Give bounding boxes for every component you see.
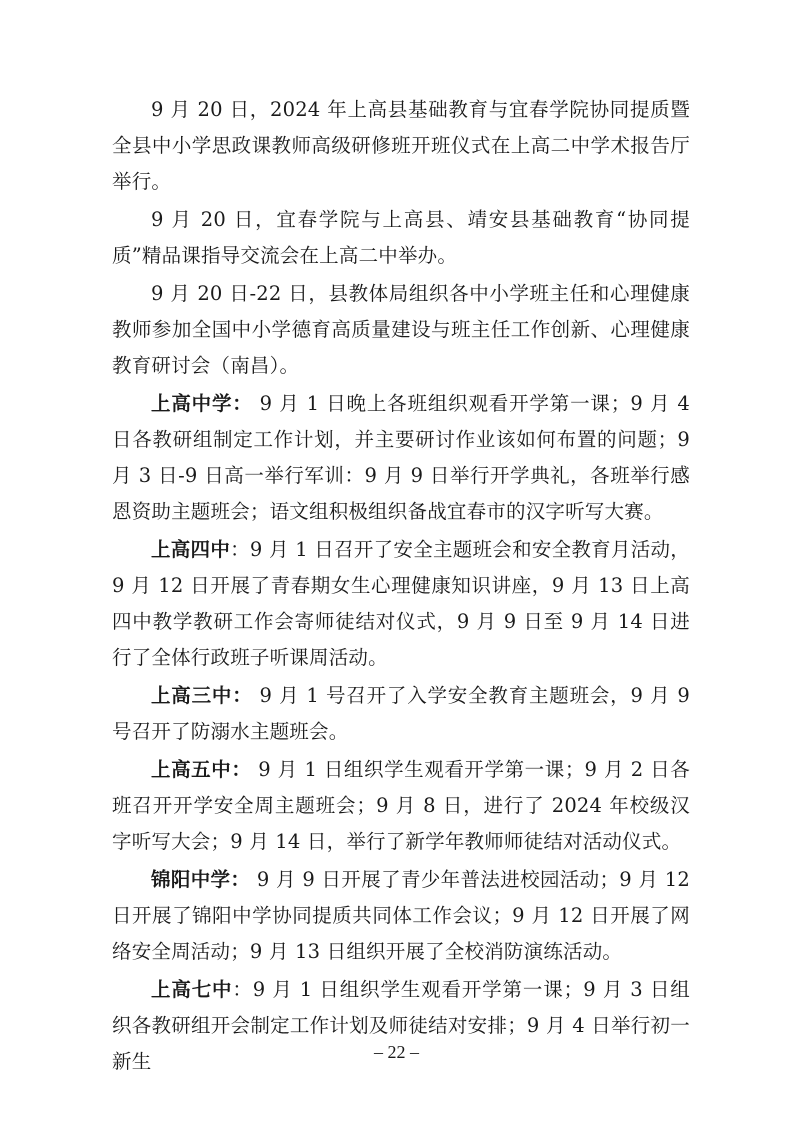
paragraph-text: 9 月 1 日组织学生观看开学第一课；9 月 2 日各班召开开学安全周主题班会；9 月 8 日，进行了 2024 年校级汉字听写大会；9 月 14 日，举行了新学年教师师徒结对活动仪式。: [112, 758, 690, 853]
paragraph-text: 9 月 1 号召开了入学安全教育主题班会，9 月 9 号召开了防溺水主题班会。: [112, 684, 690, 743]
school-name: 上高三中：: [151, 684, 253, 707]
paragraph-text: ：9 月 1 日组织学生观看开学第一课；9 月 3 日组织各教研组开会制定工作计划及师徒结对安排；9 月 4 日举行初一新生: [112, 978, 690, 1073]
paragraph-shanggao-3: [112, 678, 690, 750]
paragraph-shanggao-5: [112, 752, 690, 860]
paragraph-text: 9 月 20 日，宜春学院与上高县、靖安县基础教育“协同提质”精品课指导交流会在上高二中举办。: [112, 208, 690, 267]
paragraph-text: 9 月 1 日晚上各班组织观看开学第一课；9 月 4 日各教研组制定工作计划，并主要研讨作业该如何布置的问题；9 月 3 日-9 日高一举行军训：9 月 9 日举行开学典礼，各班举行感恩资助主题班会；语文组积极组织备战宜春市的汉字听写大赛。: [112, 392, 690, 523]
paragraph-text: ：9 月 1 日召开了安全主题班会和安全教育月活动，9 月 12 日开展了青春期女生心理健康知识讲座，9 月 13 日上高四中教学教研工作会寄师徒结对仪式，9 月 9 日至 9 月 14 日进行了全体行政班子听课周活动。: [112, 538, 690, 669]
paragraph-shanggao-middle: [112, 386, 690, 530]
paragraph-text: 9 月 20 日，2024 年上高县基础教育与宜春学院协同提质暨全县中小学思政课教师高级研修班开班仪式在上高二中学术报告厅举行。: [112, 98, 690, 193]
document-body: [112, 92, 690, 1082]
school-name: 上高七中: [151, 978, 233, 1001]
paragraph-1: [112, 92, 690, 200]
school-name: 锦阳中学：: [151, 868, 251, 891]
paragraph-shanggao-7: [112, 972, 690, 1080]
paragraph-text: 9 月 9 日开展了青少年普法进校园活动；9 月 12 日开展了锦阳中学协同提质共同体工作会议；9 月 12 日开展了网络安全周活动；9 月 13 日组织开展了全校消防演练活动。: [112, 868, 690, 963]
paragraph-jinyang: [112, 862, 690, 970]
paragraph-shanggao-4: [112, 532, 690, 676]
school-name: 上高四中: [151, 538, 231, 561]
school-name: 上高中学：: [151, 392, 253, 415]
paragraph-2: [112, 202, 690, 274]
school-name: 上高五中：: [151, 758, 252, 781]
paragraph-3: [112, 276, 690, 384]
paragraph-text: 9 月 20 日-22 日，县教体局组织各中小学班主任和心理健康教师参加全国中小学德育高质量建设与班主任工作创新、心理健康教育研讨会（南昌）。: [112, 282, 690, 377]
page-number: – 22 –: [374, 1042, 419, 1062]
